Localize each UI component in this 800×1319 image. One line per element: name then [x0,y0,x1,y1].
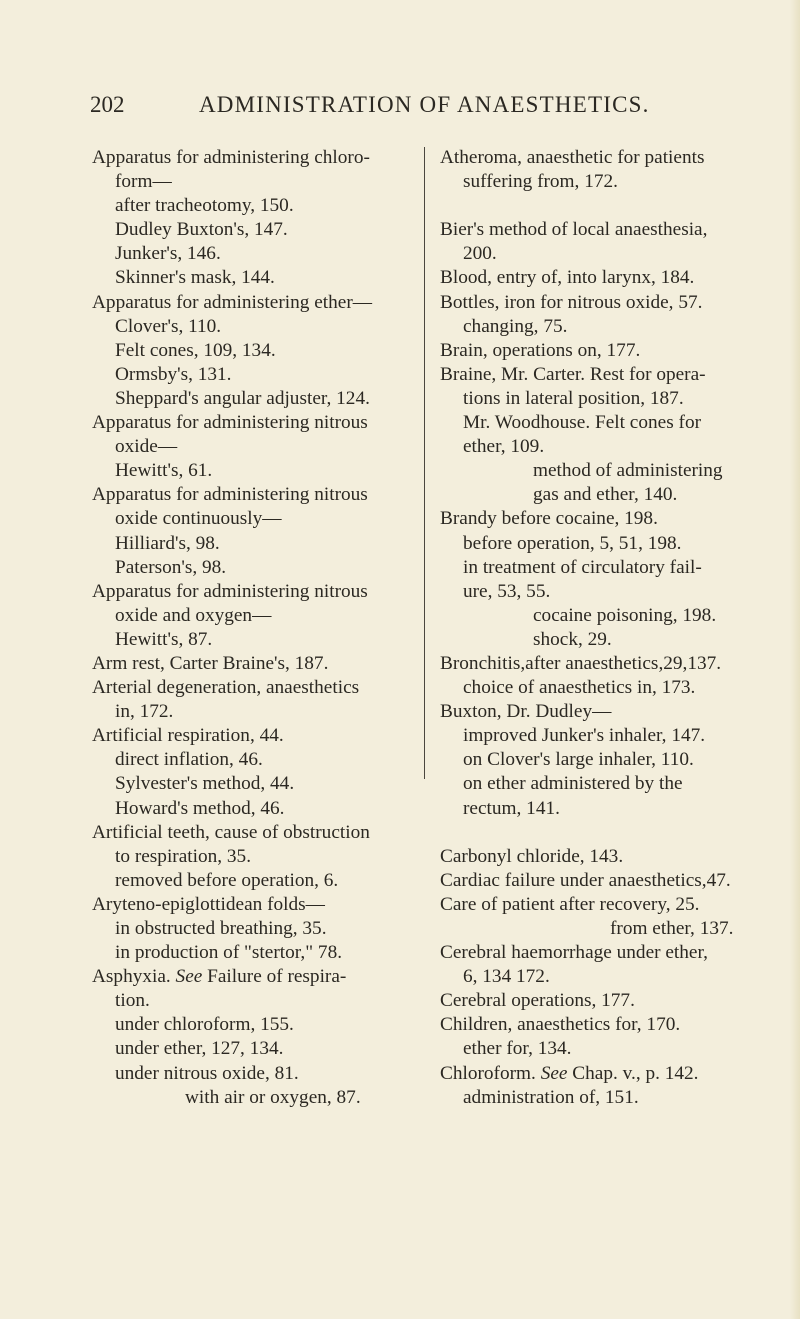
index-entry: Apparatus for administering nitrous [92,412,368,434]
index-subentry: after tracheotomy, 150. [115,195,294,217]
index-entry: Arm rest, Carter Braine's, 187. [92,652,329,674]
index-entry: Arterial degeneration, anaesthetics [92,677,360,699]
index-entry: Brandy before cocaine, 198. [440,508,658,530]
index-subentry: ether, 109. [463,436,545,458]
index-subentry: changing, 75. [463,315,568,337]
index-subentry: rectum, 141. [463,797,560,819]
index-column-left [92,146,410,1110]
index-subentry: under ether, 127, 134. [115,1038,284,1060]
see-reference: See [175,966,203,988]
index-entry: oxide continuously— [115,508,282,530]
index-column-right [440,146,760,1110]
index-subentry: administration of, 151. [463,1086,639,1108]
index-entry: Cerebral operations, 177. [440,990,635,1012]
index-entry: Blood, entry of, into larynx, 184. [440,267,695,289]
index-entry: tions in lateral position, 187. [463,387,684,409]
index-subentry: ether for, 134. [463,1038,572,1060]
index-entry: Asphyxia. See Failure of respira- [92,966,347,988]
index-subentry: method of administering [533,460,723,482]
index-subentry: from ether, 137. [610,918,734,939]
index-entry: Artificial teeth, cause of obstruction [92,821,370,843]
index-entry: Carbonyl chloride, 143. [440,845,624,867]
index-entry: Children, anaesthetics for, 170. [440,1014,681,1036]
index-subentry: on ether administered by the [463,773,683,795]
index-subentry: on Clover's large inhaler, 110. [463,749,694,771]
index-subentry: ure, 53, 55. [463,580,551,602]
index-entry: suffering from, 172. [463,171,618,193]
index-subentry: gas and ether, 140. [533,484,678,506]
index-entry: form— [115,171,172,193]
index-entry: in, 172. [115,701,174,723]
index-subentry: Howard's method, 46. [115,797,285,819]
index-subentry: Junker's, 146. [115,243,221,265]
index-entry: to respiration, 35. [115,845,252,867]
index-entry: Apparatus for administering nitrous [92,484,368,506]
index-subentry: in obstructed breathing, 35. [115,918,327,939]
index-subentry: Mr. Woodhouse. Felt cones for [463,412,702,434]
page-header [0,92,800,132]
index-entry: Brain, operations on, 177. [440,339,641,361]
index-subentry: Skinner's mask, 144. [115,267,275,289]
page-number: 202 [90,92,125,117]
index-subentry: direct inflation, 46. [115,749,263,771]
index-subentry: under nitrous oxide, 81. [115,1062,299,1084]
index-gap [440,821,760,845]
index-subentry: in production of "stertor," 78. [115,942,343,964]
index-subentry: under chloroform, 155. [115,1014,294,1036]
index-subentry: with air or oxygen, 87. [185,1086,361,1108]
index-entry: Apparatus for administering ether— [92,291,373,313]
index-subentry: removed before operation, 6. [115,869,339,891]
index-entry: oxide and oxygen— [115,604,272,626]
page-edge-shadow [790,0,800,1319]
index-subentry: Hilliard's, 98. [115,532,220,554]
index-entry: Bronchitis,after anaesthetics,29,137. [440,652,722,674]
column-divider [424,147,425,779]
index-entry: 6, 134 172. [463,966,550,988]
index-entry: Artificial respiration, 44. [92,725,284,747]
index-subentry: Hewitt's, 61. [115,460,213,482]
index-gap [440,194,760,218]
index-subentry: Dudley Buxton's, 147. [115,219,288,241]
index-entry: Buxton, Dr. Dudley— [440,701,612,723]
index-subentry: Clover's, 110. [115,315,222,337]
index-entry: oxide— [115,436,178,458]
index-subentry: Ormsby's, 131. [115,363,232,385]
index-entry: Bottles, iron for nitrous oxide, 57. [440,291,703,313]
index-subentry: Paterson's, 98. [115,556,227,578]
index-entry: Atheroma, anaesthetic for patients [440,147,705,168]
index-entry: Cerebral haemorrhage under ether, [440,942,708,964]
index-subentry: in treatment of circulatory fail- [463,556,702,578]
index-entry: Chloroform. See Chap. v., p. 142. [440,1062,699,1084]
see-reference: See [540,1062,568,1084]
index-entry: Braine, Mr. Carter. Rest for opera- [440,363,706,385]
index-subentry: Sheppard's angular adjuster, 124. [115,387,370,409]
index-subentry: Felt cones, 109, 134. [115,339,276,361]
index-entry: 200. [463,243,497,265]
index-entry: Bier's method of local anaesthesia, [440,219,708,241]
index-entry: Apparatus for administering chloro- [92,147,370,168]
index-subentry: Hewitt's, 87. [115,628,213,650]
index-subentry: improved Junker's inhaler, 147. [463,725,706,747]
index-entry: tion. [115,990,150,1012]
index-subentry: Sylvester's method, 44. [115,773,295,795]
index-entry: Care of patient after recovery, 25. [440,893,700,915]
index-subentry: shock, 29. [533,628,612,650]
index-subentry: choice of anaesthetics in, 173. [463,677,696,699]
index-subentry: cocaine poisoning, 198. [533,604,717,626]
index-entry: Aryteno-epiglottidean folds— [92,893,325,915]
index-subentry: before operation, 5, 51, 198. [463,532,682,554]
index-entry: Cardiac failure under anaesthetics,47. [440,869,731,891]
running-title: ADMINISTRATION OF ANAESTHETICS. [199,92,650,117]
index-entry: Apparatus for administering nitrous [92,580,368,602]
